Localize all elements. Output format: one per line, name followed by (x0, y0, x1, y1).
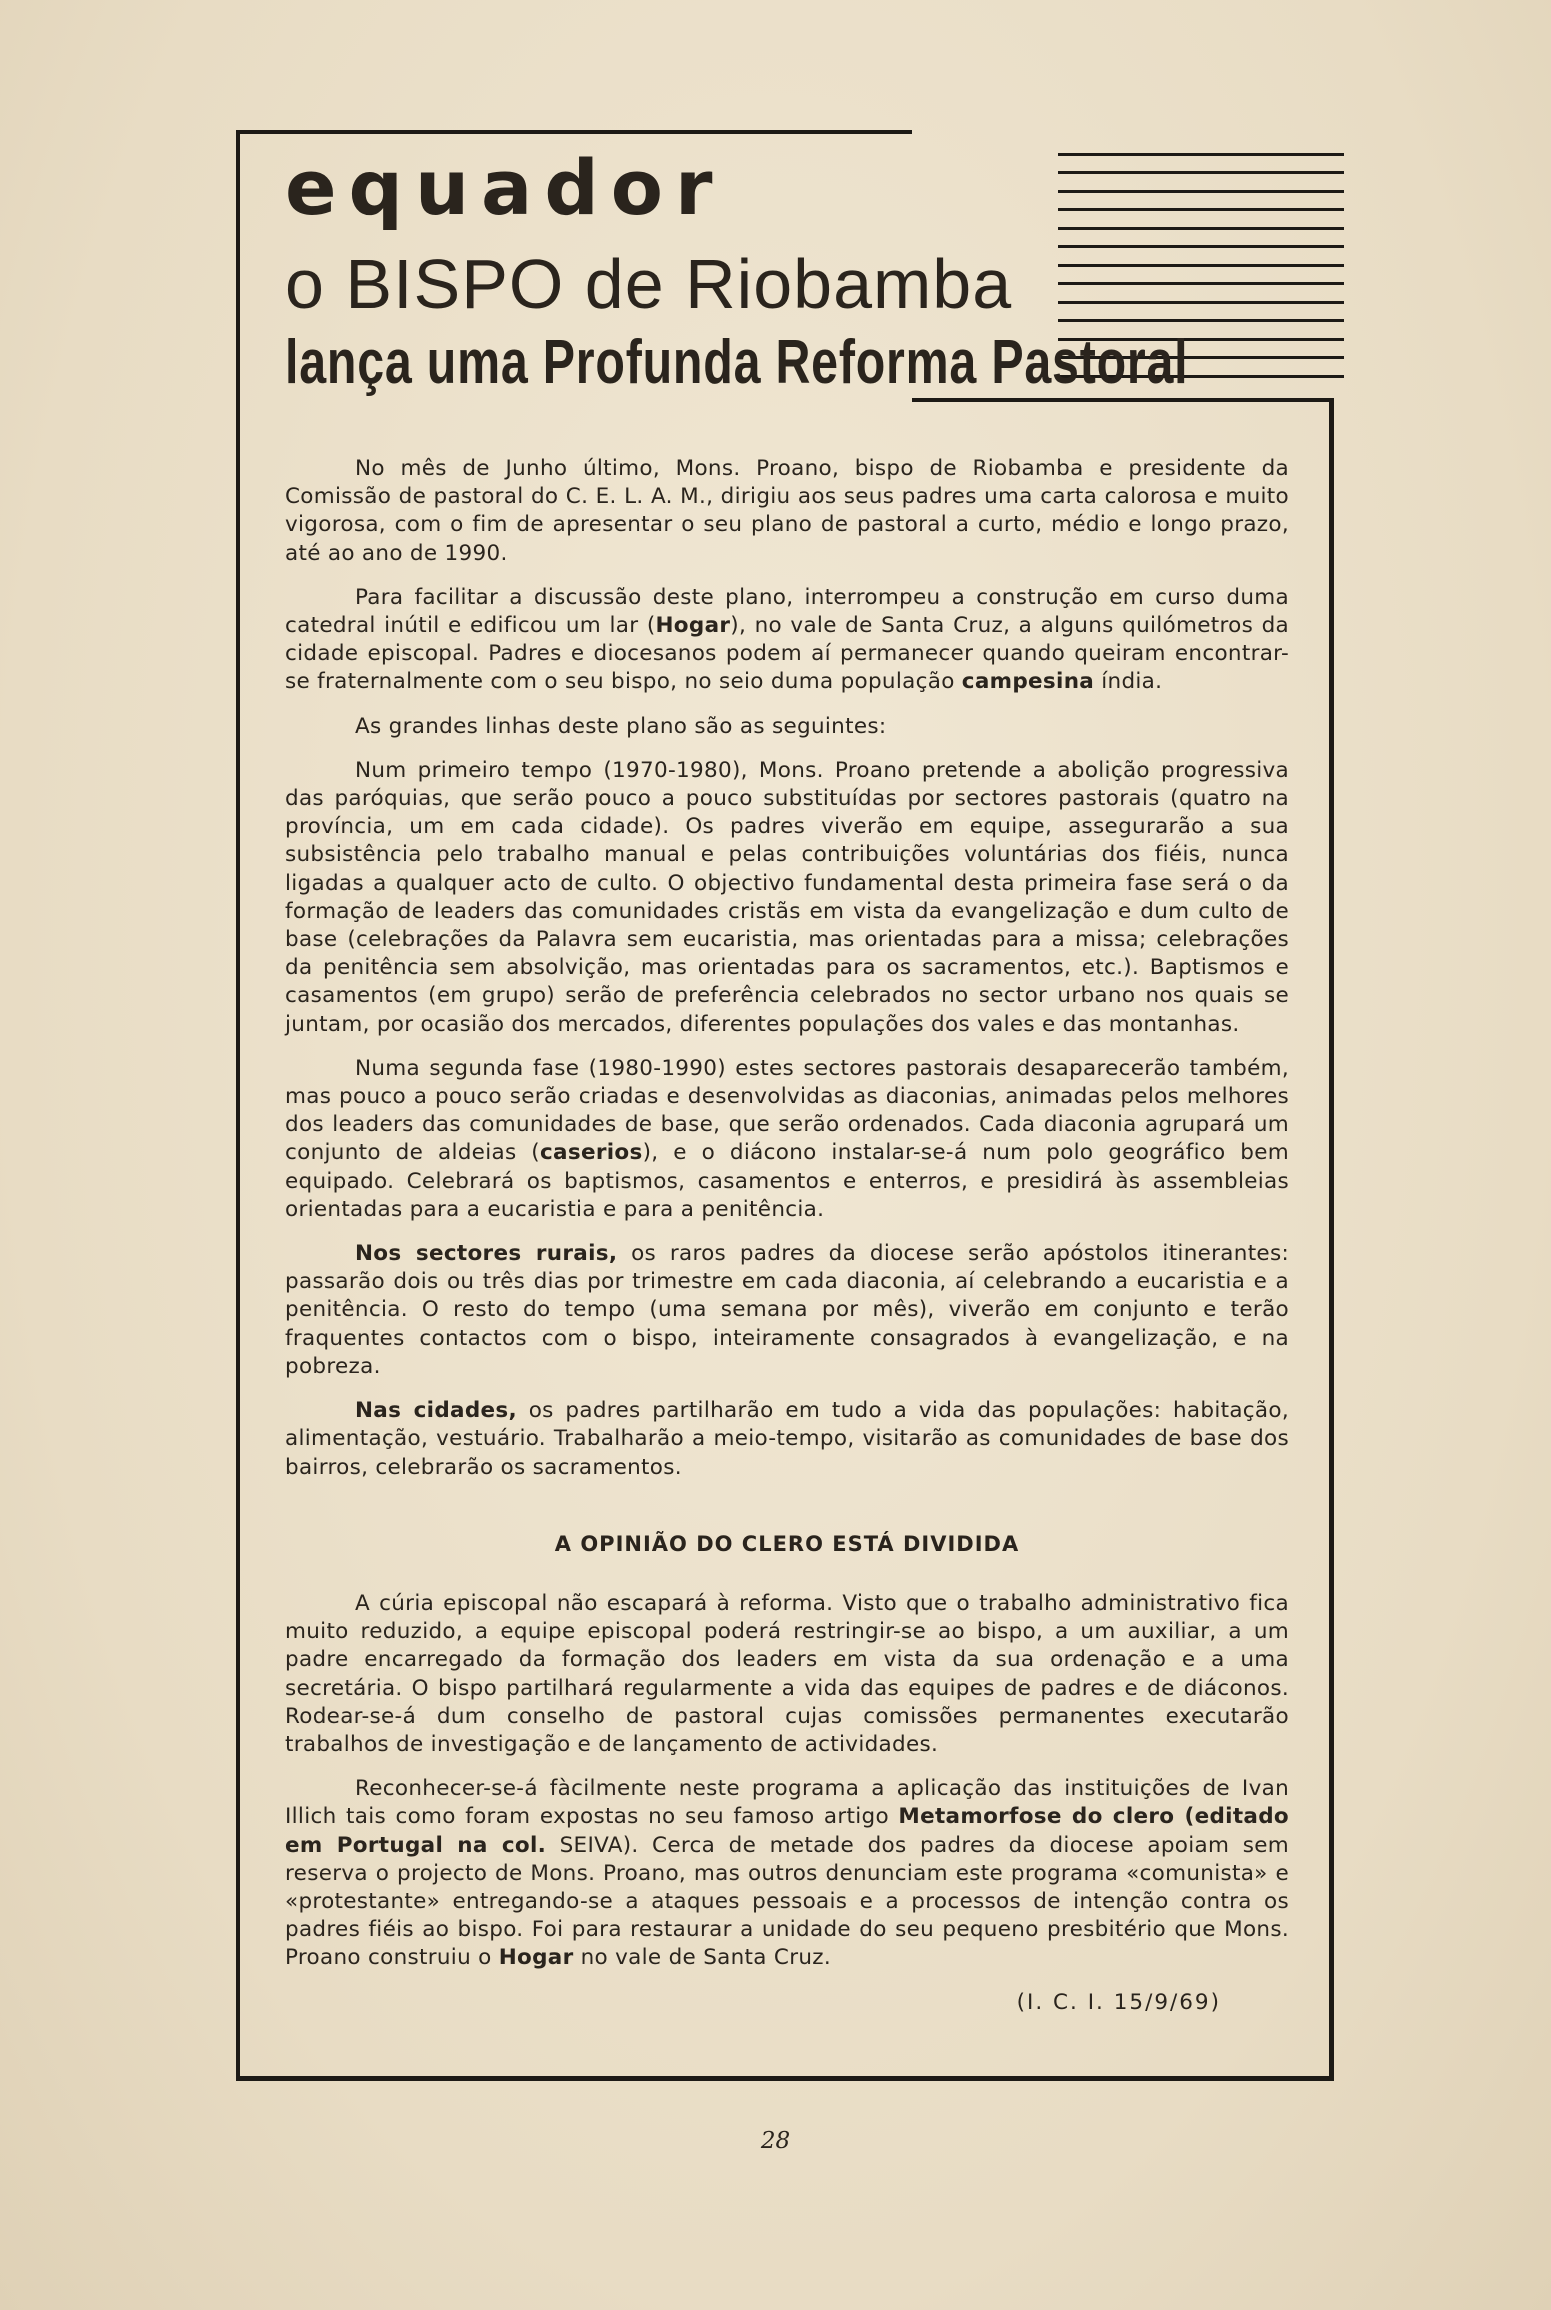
article-headline: lança uma Profunda Reforma Pastoral (285, 328, 1189, 397)
frame-middle-rule (912, 398, 1334, 402)
paragraph-8: A cúria episcopal não escapará à reforma. Visto que o trabalho administrativo fica muito reduzido, a equipe episcopal poderá restringir-se ao bispo, a um auxiliar, a um padre encarregado da formação dos leaders em vista da sua ordenação e a uma secretária. O bispo partilhará regularmente a vida das equipes de padres e de diáconos. Rodear-se-á dum conselho de pastoral cujas comissões permanentes executarão trabalhos de investigação e de lançamento de actividades. (285, 1590, 1289, 1757)
article-header (285, 143, 1443, 397)
frame-right-rule (1329, 400, 1334, 2081)
paragraph-6: Nos sectores rurais, os raros padres da diocese serão apóstolos itinerantes: passarão dois ou três dias por trimestre em cada diaconia, aí celebrando a eucaristia e a penitência. O resto do tempo (uma semana por mês), viverão em conjunto e terão fraquentes contactos com o bispo, inteiramente consagrados à evangelização, e na pobreza. (285, 1241, 1289, 1379)
paragraph-9: Reconhecer-se-á fàcilmente neste programa a aplicação das instituições de Ivan Illich tais como foram expostas no seu famoso artigo Metamorfose do clero (editado em Portugal na col. SEIVA). Cerca de metade dos padres da diocese apoiam sem reserva o projecto de Mons. Proano, mas outros denunciam este programa «comunista» e «protestante» entregando-se a ataques pessoais e a processos de intenção contra os padres fiéis ao bispo. Foi para restaurar a unidade do seu pequeno presbitério que Mons. Proano construiu o Hogar no vale de Santa Cruz. (285, 1776, 1289, 1971)
section-heading: A OPINIÃO DO CLERO ESTÁ DIVIDIDA (554, 1531, 1020, 1556)
frame-top-rule (240, 130, 912, 134)
paragraph-1: No mês de Junho último, Mons. Proano, bispo de Riobamba e presidente da Comissão de pastoral do C. E. L. A. M., dirigiu aos seus padres uma carta calorosa e muito vigorosa, com o fim de apresentar o seu plano de pastoral a curto, médio e longo prazo, até ao ano de 1990. (285, 456, 1289, 566)
paragraph-3: As grandes linhas deste plano são as seguintes: (355, 713, 887, 739)
section-title: equador (285, 143, 725, 232)
frame-left-rule (236, 130, 240, 2080)
article-body (285, 455, 1289, 2033)
article-subtitle: o BISPO de Riobamba (285, 245, 1013, 323)
paragraph-4: Num primeiro tempo (1970-1980), Mons. Proano pretende a abolição progressiva das paróquias, que serão pouco a pouco substituídas por sectores pastorais (quatro na província, um em cada cidade). Os padres viverão em equipe, assegurarão a sua subsistência pelo trabalho manual e pelas contribuições voluntárias dos fiéis, nunca ligadas a qualquer acto de culto. O objectivo fundamental desta primeira fase será o da formação de leaders das comunidades cristãs em vista da evangelização e dum culto de base (celebrações da Palavra sem eucaristia, mas orientadas para a missa; celebrações da penitência sem absolvição, mas orientadas para os sacramentos, etc.). Baptismos e casamentos (em grupo) serão de preferência celebrados no sector urbano nos quais se juntam, por ocasião dos mercados, diferentes populações dos vales e das montanhas. (285, 757, 1289, 1037)
paragraph-2: Para facilitar a discussão deste plano, interrompeu a construção em curso duma catedral inútil e edificou um lar (Hogar), no vale de Santa Cruz, a alguns quilómetros da cidade episcopal. Padres e diocesanos podem aí permanecer quando queiram encontrar-se fraternalmente com o seu bispo, no seio duma população campesina índia. (285, 584, 1289, 695)
frame-bottom-rule (236, 2076, 1334, 2081)
source-citation: (I. C. I. 15/9/69) (1016, 1989, 1221, 2015)
paragraph-7: Nas cidades, os padres partilharão em tudo a vida das populações: habitação, alimentação, vestuário. Trabalharão a meio-tempo, visitarão as comunidades de base dos bairros, celebrarão os sacramentos. (285, 1398, 1289, 1480)
paragraph-5: Numa segunda fase (1980-1990) estes sectores pastorais desaparecerão também, mas pouco a pouco serão criadas e desenvolvidas as diaconias, animadas pelos melhores dos leaders das comunidades de base, que serão ordenados. Cada diaconia agrupará um conjunto de aldeias (caserios), e o diácono instalar-se-á num polo geográfico bem equipado. Celebrará os baptismos, casamentos e enterros, e presidirá às assembleias orientadas para a eucaristia e para a penitência. (285, 1055, 1289, 1222)
page-number: 28 (760, 2128, 791, 2154)
